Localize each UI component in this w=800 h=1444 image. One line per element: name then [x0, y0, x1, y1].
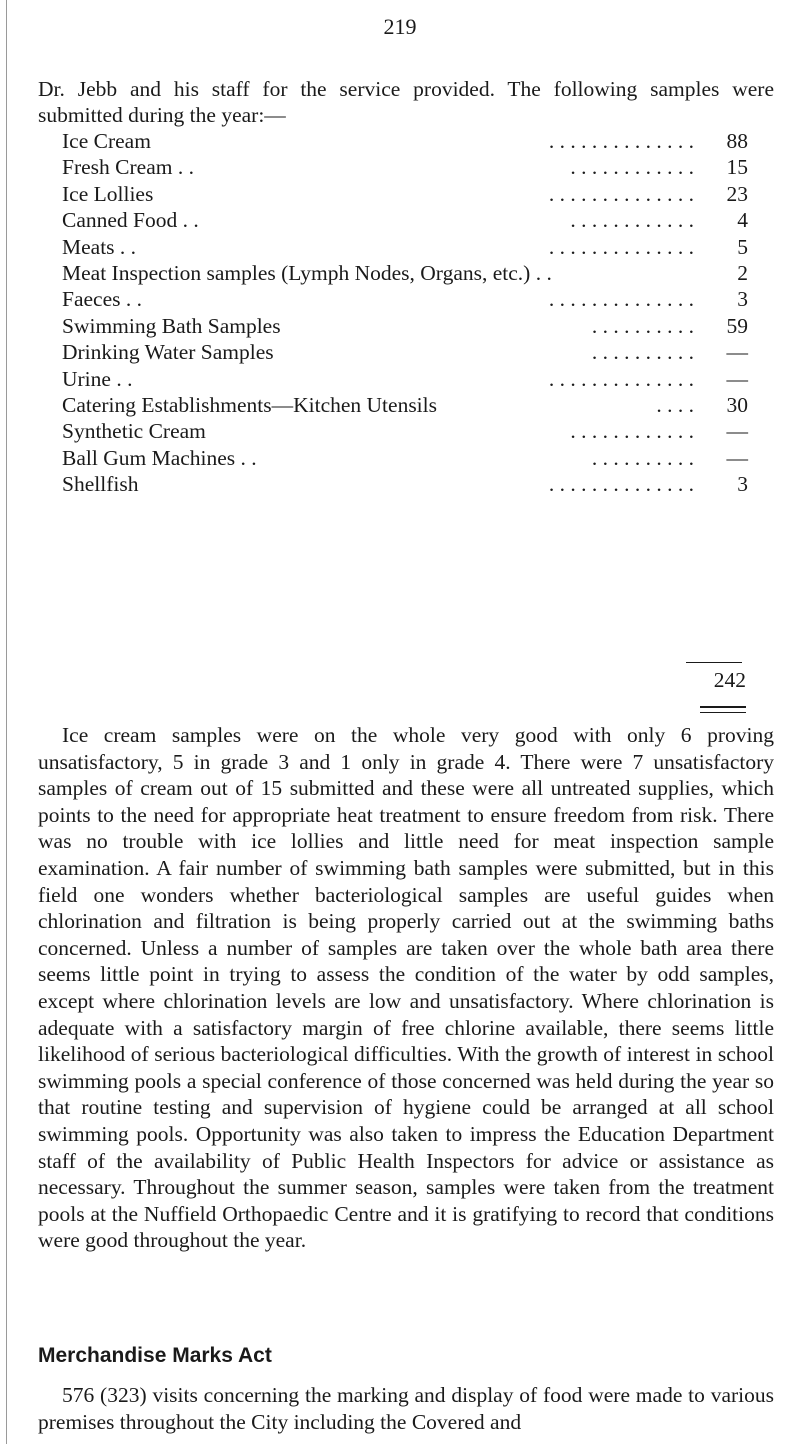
leader-dots: . . . . . . . . . . . . . . [548, 472, 694, 497]
total-rule [686, 662, 742, 663]
leader-dots: . . . . . . . . . . . . . . [548, 287, 694, 312]
sample-row [62, 392, 748, 418]
sample-label: Shellfish [62, 472, 139, 497]
sample-count: 15 [726, 155, 748, 180]
sample-label: Ice Cream [62, 129, 151, 153]
sample-label: Faeces . . [62, 287, 142, 312]
sample-count: — [726, 419, 748, 444]
sample-label: Meats . . [62, 234, 137, 259]
sample-row [62, 418, 748, 444]
sample-count: — [726, 366, 748, 391]
leader-dots: . . . . . . . . . . . . [570, 419, 694, 444]
leader-dots: . . . . . . . . . . [591, 445, 694, 470]
sample-row [62, 154, 748, 180]
total-double-rule [700, 706, 746, 713]
sample-label: Fresh Cream . . [62, 155, 194, 180]
leader-dots: . . . . . . . . . . . . [570, 208, 694, 233]
leader-dots: . . . . [656, 392, 694, 417]
merchandise-paragraph: 576 (323) visits concerning the marking and display of food were made to various premises throughout the City including the Covered and [38, 1383, 774, 1434]
sample-count: 88 [726, 129, 748, 153]
sample-count: 2 [737, 260, 748, 285]
sample-label: Canned Food . . [62, 208, 199, 233]
leader-dots: . . . . . . . . . . [591, 313, 694, 338]
sample-label: Catering Establishments—Kitchen Utensils [62, 392, 438, 417]
sample-count: 5 [737, 234, 748, 259]
sample-label: Urine . . [62, 366, 133, 391]
sample-label: Meat Inspection samples (Lymph Nodes, Organs, etc.) . . [62, 260, 552, 285]
ice-cream-paragraph: Ice cream samples were on the whole very good with only 6 proving unsatisfactory, 5 in grade 3 and 1 only in grade 4. There were 7 unsatisfactory samples of cream out of 15 submitted and these were all untreated supplies, which points to the need for appropriate heat treatment to ensure freedom from risk. There was no trouble with ice lollies and little need for meat inspection sample examination. A fair number of swimming bath samples were submitted, but in this field one wonders whether bacteriological samples are useful guides when chlorination and filtration is being properly carried out at the swimming baths concerned. Unless a number of samples are taken over the whole bath area there seems little point in trying to assess the condition of the water by odd samples, except where chlorination levels are low and unsatisfactory. Where chlorination is adequate with a satisfactory margin of free chlorine available, there seems little likelihood of serious bacteriological difficulties. With the growth of interest in school swimming pools a special conference of those concerned was held during the year so that routine testing and supervision of hygiene could be arranged at all school swimming pools. Opportunity was also taken to impress the Education Department staff of the availability of Public Health Inspectors for advice or assistance as necessary. Throughout the summer season, samples were taken from the treatment pools at the Nuffield Orthopaedic Centre and it is gratifying to record that conditions were good throughout the year. [38, 723, 774, 1253]
leader-dots: . . . . . . . . . . [591, 340, 694, 365]
sample-count: 59 [726, 313, 748, 338]
sample-count: 4 [737, 208, 748, 233]
sample-row [62, 234, 748, 260]
intro-text: Dr. Jebb and his staff for the service provided. The following samples were submitted during the year:— [38, 77, 774, 127]
samples-total: 242 [713, 668, 746, 692]
sample-row [62, 128, 748, 154]
sample-row [62, 471, 748, 497]
sample-row [62, 445, 748, 471]
sample-label: Swimming Bath Samples [62, 313, 281, 338]
sample-label: Ball Gum Machines . . [62, 445, 257, 470]
sample-row [62, 366, 748, 392]
leader-dots: . . . . . . . . . . . . . . [548, 366, 694, 391]
sample-row [62, 181, 748, 207]
sample-count: 3 [737, 472, 748, 497]
sample-count: 3 [737, 287, 748, 312]
leader-dots: . . . . . . . . . . . . . . [548, 181, 694, 206]
sample-row [62, 339, 748, 365]
sample-label: Ice Lollies [62, 181, 154, 206]
leader-dots: . . . . . . . . . . . . [570, 155, 694, 180]
sample-count: — [726, 340, 748, 365]
leader-dots: . . . . . . . . . . . . . . [548, 234, 694, 259]
page-number: 219 [383, 14, 417, 39]
sample-row [62, 260, 748, 286]
sample-count: 30 [726, 392, 748, 417]
sample-count: 23 [726, 181, 748, 206]
sample-row [62, 313, 748, 339]
sample-row [62, 286, 748, 312]
leader-dots: . . . . . . . . . . . . . . [548, 129, 694, 153]
samples-list [62, 128, 748, 497]
page-margin-line [6, 0, 7, 1444]
sample-row [62, 207, 748, 233]
sample-label: Synthetic Cream [62, 419, 206, 444]
section-heading: Merchandise Marks Act [38, 1344, 272, 1367]
sample-label: Drinking Water Samples [62, 340, 274, 365]
sample-count: — [726, 445, 748, 470]
